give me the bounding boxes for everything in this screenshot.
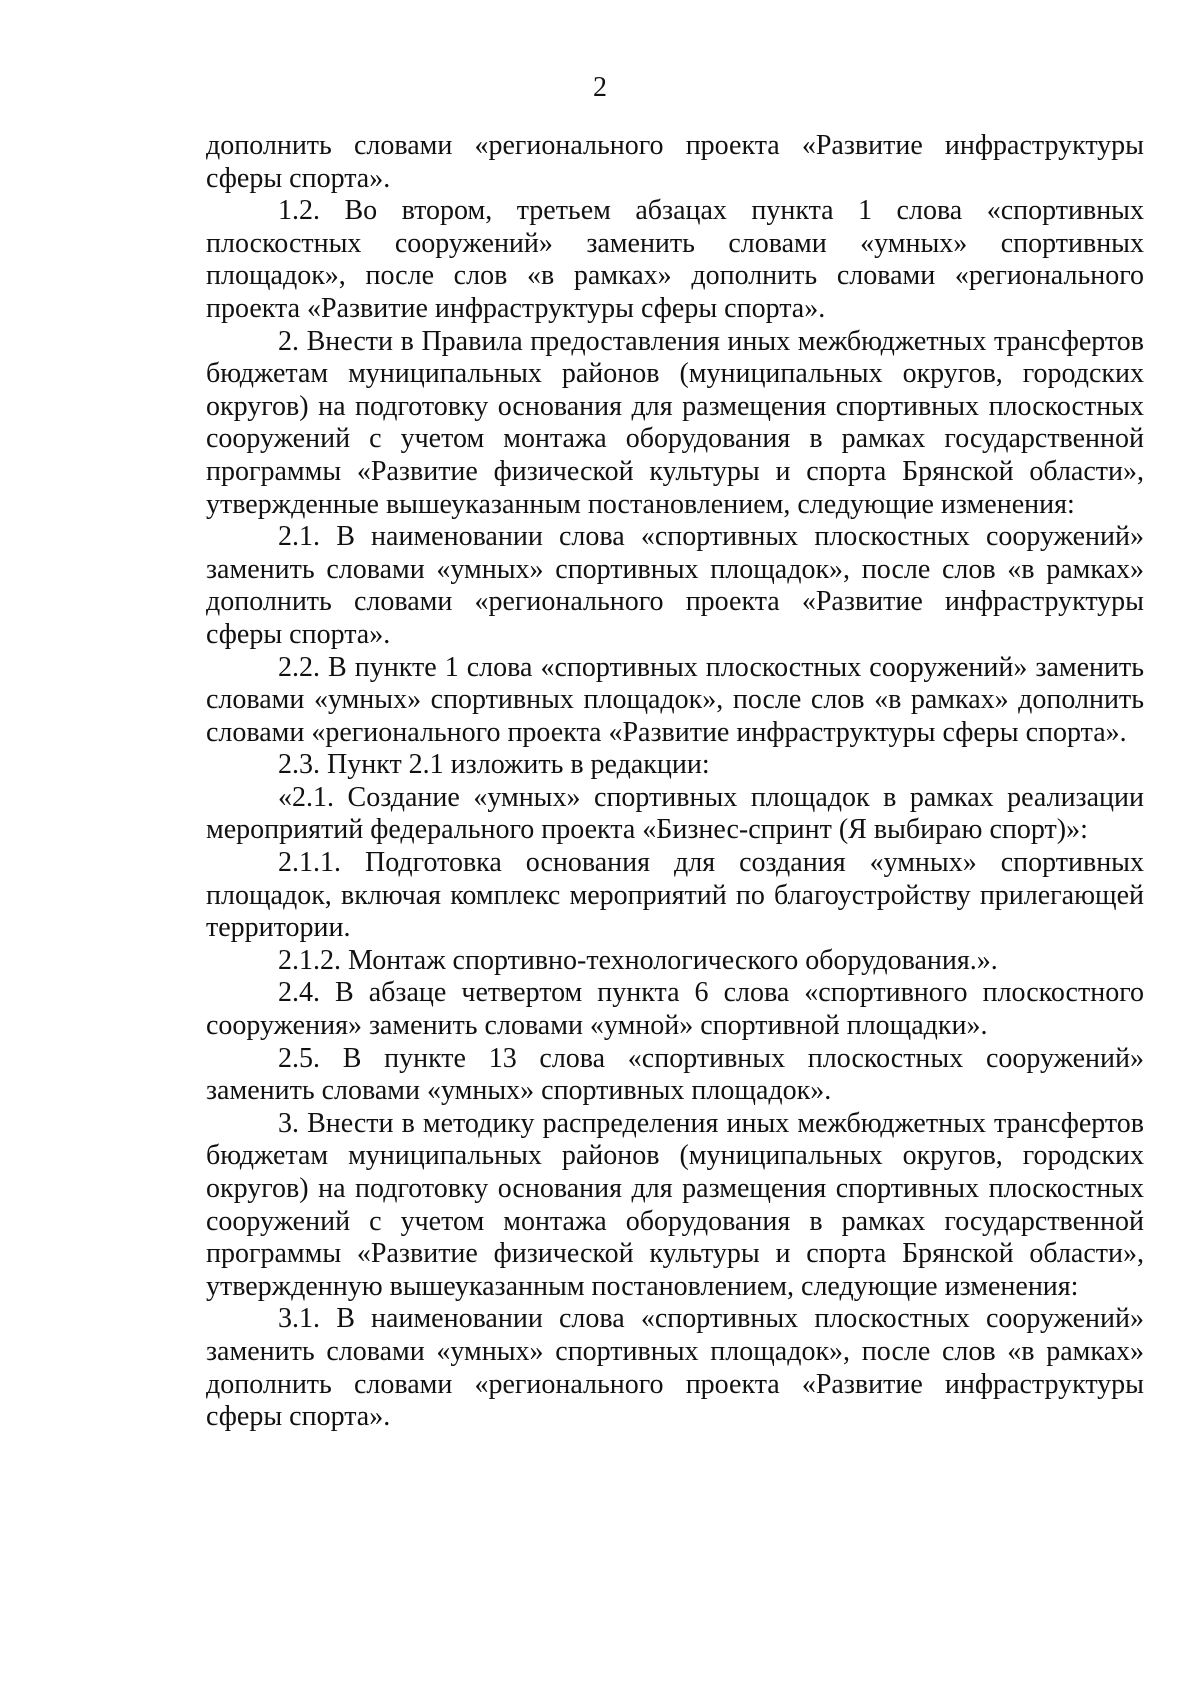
paragraph-3-1: 3.1. В наименовании слова «спортивных плоскостных сооружений» заменить словами «умных» спортивных площадок», после слов «в рамках» дополнить словами «регионального проекта «Развитие инфраструктуры сферы спорта». [206, 1303, 1144, 1433]
paragraph-3: 3. Внести в методику распределения иных межбюджетных трансфертов бюджетам муниципальных районов (муниципальных округов, городских округов) на подготовку основания для размещения спортивных плоскостных сооружений с учетом монтажа оборудования в рамках государственной программы «Развитие физической культуры и спорта Брянской области», утвержденную вышеуказанным постановлением, следующие изменения: [206, 1107, 1144, 1302]
paragraph-2-5: 2.5. В пункте 13 слова «спортивных плоскостных сооружений» заменить словами «умных» спортивных площадок». [206, 1042, 1144, 1107]
paragraph-2-3: 2.3. Пункт 2.1 изложить в редакции: [278, 749, 710, 781]
document-body [206, 130, 1144, 1434]
paragraph-2-2: 2.2. В пункте 1 слова «спортивных плоскостных сооружений» заменить словами «умных» спортивных площадок», после слов «в рамках» дополнить словами «регионального проекта «Развитие инфраструктуры сферы спорта». [206, 651, 1144, 748]
paragraph-2-4: 2.4. В абзаце четвертом пункта 6 слова «спортивного плоскостного сооружения» заменить словами «умной» спортивной площадки». [206, 977, 1144, 1042]
paragraph-2-1-2: 2.1.2. Монтаж спортивно-технологического оборудования.». [278, 944, 998, 976]
paragraph-2: 2. Внести в Правила предоставления иных межбюджетных трансфертов бюджетам муниципальных районов (муниципальных округов, городских округов) на подготовку основания для размещения спортивных плоскостных сооружений с учетом монтажа оборудования в рамках государственной программы «Развитие физической культуры и спорта Брянской области», утвержденные вышеуказанным постановлением, следующие изменения: [206, 325, 1144, 520]
paragraph-1-2: 1.2. Во втором, третьем абзацах пункта 1 слова «спортивных плоскостных сооружений» заменить словами «умных» спортивных площадок», после слов «в рамках» дополнить словами «регионального проекта «Развитие инфраструктуры сферы спорта». [206, 195, 1144, 324]
paragraph-2-1: 2.1. В наименовании слова «спортивных плоскостных сооружений» заменить словами «умных» спортивных площадок», после слов «в рамках» дополнить словами «регионального проекта «Развитие инфраструктуры сферы спорта». [206, 521, 1144, 650]
paragraph-2-1-new: «2.1. Создание «умных» спортивных площадок в рамках реализации мероприятий федерального проекта «Бизнес-спринт (Я выбираю спорт)»: [206, 781, 1144, 846]
page-number: 2 [593, 72, 607, 103]
paragraph-continuation: дополнить словами «регионального проекта «Развитие инфраструктуры сферы спорта». [206, 130, 1144, 194]
paragraph-2-1-1: 2.1.1. Подготовка основания для создания «умных» спортивных площадок, включая комплекс мероприятий по благоустройству прилегающей территории. [206, 847, 1144, 944]
